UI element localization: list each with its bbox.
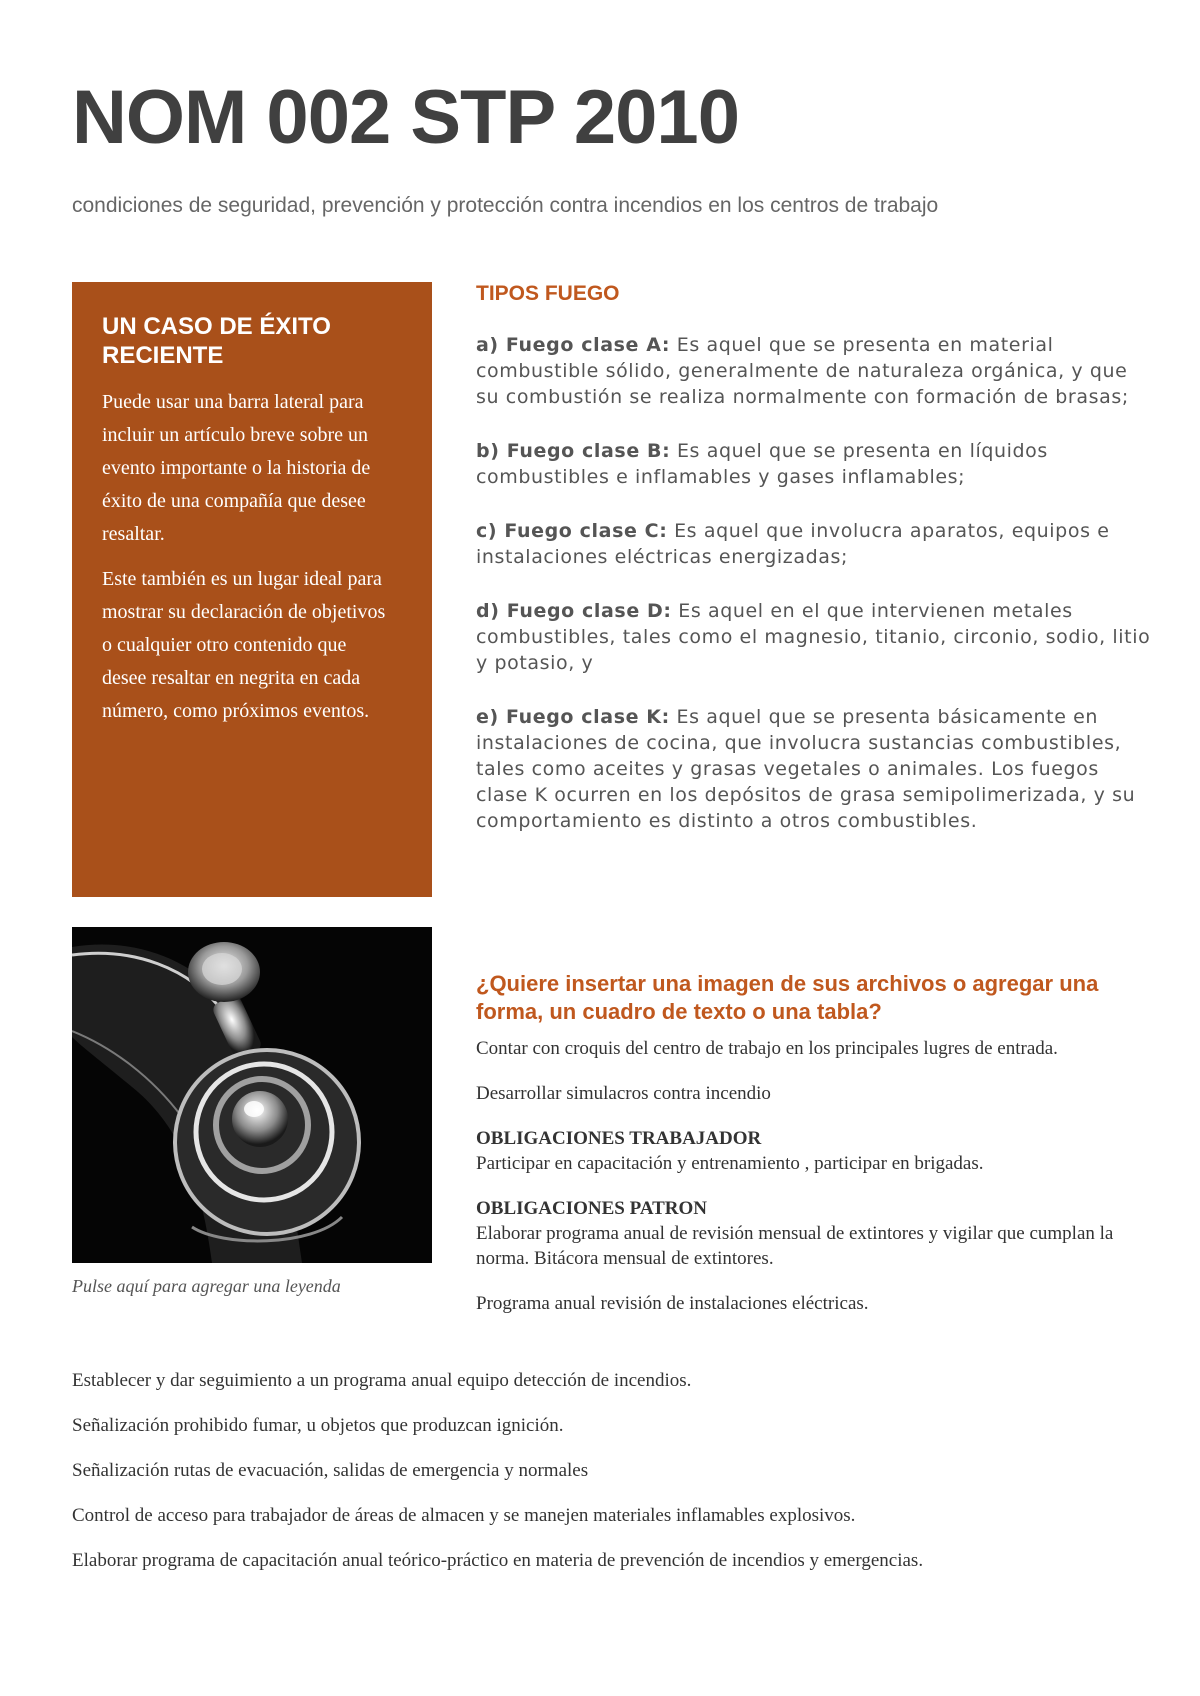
fire-class-label: a) Fuego clase A:: [476, 334, 671, 356]
list-item: Establecer y dar seguimiento a un programa anual equipo detección de incendios.: [72, 1370, 692, 1391]
worker-obligations-text: Participar en capacitación y entrenamiento , participar en brigadas.: [476, 1153, 984, 1174]
body-paragraph: Contar con croquis del centro de trabajo en los principales lugres de entrada.: [476, 1038, 1058, 1059]
fire-class-label: d) Fuego clase D:: [476, 600, 672, 622]
fire-class-text: Es aquel que involucra aparatos, equipos e instalaciones eléctricas energizadas;: [476, 520, 1110, 568]
fire-class-text: Es aquel que se presenta en líquidos combustibles e inflamables y gases inflamables;: [476, 440, 1048, 488]
page-subtitle: condiciones de seguridad, prevención y protección contra incendios en los centros de trabajo: [72, 194, 939, 217]
violin-scroll-image[interactable]: [72, 927, 432, 1263]
page-title: NOM 002 STP 2010: [72, 75, 739, 160]
sidebar-title: UN CASO DE ÉXITO RECIENTE: [102, 313, 331, 369]
fire-class-text: Es aquel que se presenta en material combustible sólido, generalmente de naturaleza orgánica, y que su combustión se realiza normalmente con formación de brasas;: [476, 334, 1129, 408]
image-caption[interactable]: Pulse aquí para agregar una leyenda: [72, 1276, 341, 1296]
worker-obligations: [476, 1126, 1116, 1176]
list-item: [476, 598, 1156, 676]
list-item: Elaborar programa de capacitación anual teórico-práctico en materia de prevención de incendios y emergencias.: [72, 1550, 924, 1571]
fire-class-label: e) Fuego clase K:: [476, 706, 670, 728]
list-item: Señalización rutas de evacuación, salidas de emergencia y normales: [72, 1460, 589, 1481]
list-item: Señalización prohibido fumar, u objetos que produzcan ignición.: [72, 1415, 564, 1436]
employer-obligations-heading: OBLIGACIONES PATRON: [476, 1198, 708, 1219]
fire-types-list: [476, 332, 1156, 834]
fire-class-label: c) Fuego clase C:: [476, 520, 668, 542]
fire-class-label: b) Fuego clase B:: [476, 440, 671, 462]
sidebar-box: [72, 282, 432, 897]
list-item: [476, 332, 1156, 410]
fire-class-text: Es aquel en el que intervienen metales combustibles, tales como el magnesio, titanio, circonio, sodio, litio y potasio, y: [476, 600, 1151, 674]
section-heading: TIPOS FUEGO: [476, 282, 620, 305]
list-item: [476, 704, 1156, 834]
insert-content-section: [476, 970, 1116, 1336]
list-item: [476, 438, 1156, 490]
worker-obligations-heading: OBLIGACIONES TRABAJADOR: [476, 1128, 762, 1149]
employer-obligations-text: Elaborar programa anual de revisión mensual de extintores y vigilar que cumplan la norma. Bitácora mensual de extintores.: [476, 1223, 1114, 1269]
sidebar-paragraph: Puede usar una barra lateral para incluir un artículo breve sobre un evento importante o la historia de éxito de una compañía que desee resaltar.: [102, 391, 371, 545]
list-item: Control de acceso para trabajador de áreas de almacen y se manejen materiales inflamables explosivos.: [72, 1505, 856, 1526]
bottom-list: [72, 1368, 1152, 1593]
fire-class-text: Es aquel que se presenta básicamente en instalaciones de cocina, que involucra sustancias combustibles, tales como aceites y grasas vegetales o animales. Los fuegos clase K ocurren en los depósitos de grasa semipolimerizada, y su comportamiento es distinto a otros combustibles.: [476, 706, 1136, 832]
employer-obligations: [476, 1196, 1116, 1271]
fire-types-section: [476, 282, 1156, 862]
sidebar-paragraph: Este también es un lugar ideal para mostrar su declaración de objetivos o cualquier otro contenido que desee resaltar en negrita en cada número, como próximos eventos.: [102, 568, 386, 722]
body-paragraph: Programa anual revisión de instalaciones eléctricas.: [476, 1293, 869, 1314]
list-item: [476, 518, 1156, 570]
violin-scroll-illustration: [72, 927, 432, 1263]
body-paragraph: Desarrollar simulacros contra incendio: [476, 1083, 771, 1104]
section-heading: ¿Quiere insertar una imagen de sus archivos o agregar una forma, un cuadro de texto o una tabla?: [476, 971, 1099, 1024]
